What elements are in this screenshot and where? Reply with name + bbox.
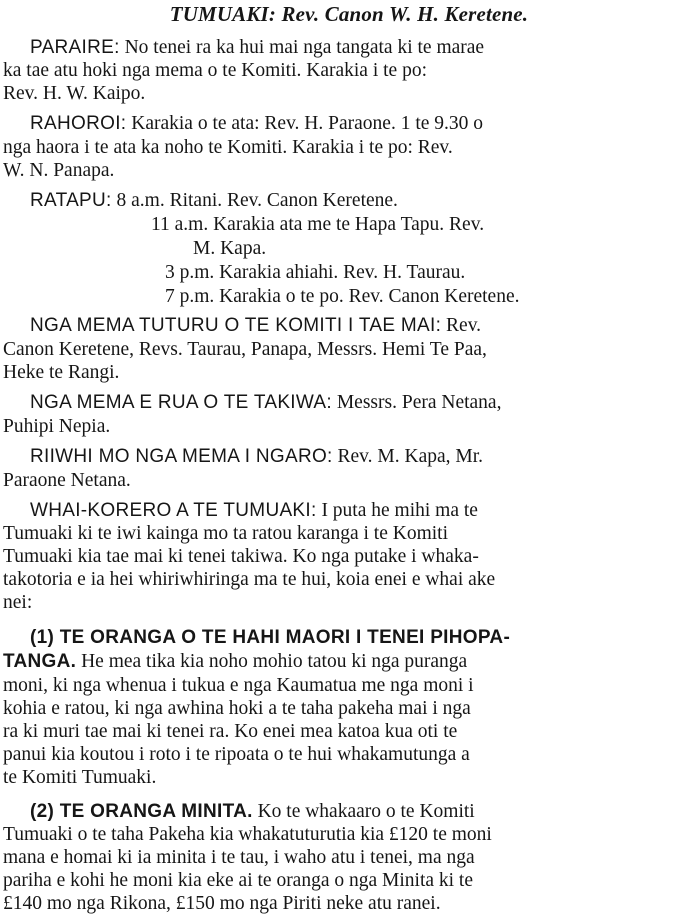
paraire-line-3: Rev. H. W. Kaipo. (3, 83, 146, 104)
tuturu-line-3: Heke te Rangi. (3, 362, 120, 383)
ratapu-line-3: M. Kapa. (193, 238, 267, 259)
takiwa-text-1: Messrs. Pera Netana, (331, 392, 502, 413)
whaikorero-line-3: Tumuaki kia tae mai ki tenei takiwa. Ko nga putake i whaka- (3, 546, 479, 567)
tuturu-text-1: Rev. (441, 315, 482, 336)
ratapu-text-1: 8 a.m. Ritani. Rev. Canon Keretene. (111, 190, 398, 211)
item1-line-5: ra ki muri tae mai ki tenei ra. Ko enei mea katoa kua oti te (3, 721, 458, 742)
rahoroi-text-1: Karakia o te ata: Rev. H. Paraone. 1 te 9.30 o (126, 113, 484, 134)
ratapu-line-5: 7 p.m. Karakia o te po. Rev. Canon Keretene. (165, 286, 520, 307)
item1-text-2: He mea tika kia noho mohio tatou ki nga puranga (76, 651, 468, 672)
item2-line-2: Tumuaki o te taha Pakeha kia whakatuturutia kia £120 te moni (3, 824, 492, 845)
item1-line-7: te Komiti Tumuaki. (3, 767, 157, 788)
riiwhi-line-1 (30, 445, 483, 468)
paraire-lead: PARAIRE: (30, 37, 120, 58)
rahoroi-line-3: W. N. Panapa. (3, 160, 115, 181)
riiwhi-line-2: Paraone Netana. (3, 470, 131, 491)
item2-line-1 (30, 800, 475, 823)
page-title: TUMUAKI: Rev. Canon W. H. Keretene. (169, 2, 529, 26)
whaikorero-line-4: takotoria e ia hei whiriwhiringa ma te hui, koia enei e whai ake (3, 569, 496, 590)
ratapu-line-2: 11 a.m. Karakia ata me te Hapa Tapu. Rev. (151, 214, 485, 235)
rahoroi-line-2: nga haora i te ata ka noho te Komiti. Karakia i te po: Rev. (3, 137, 453, 158)
riiwhi-text-1: Rev. M. Kapa, Mr. (332, 446, 484, 467)
takiwa-line-2: Puhipi Nepia. (3, 416, 111, 437)
tuturu-line-1 (30, 314, 481, 337)
item1-lead: (1) TE ORANGA O TE HAHI MAORI I TENEI PIHOPA- (30, 627, 511, 648)
item1-line-1 (30, 626, 510, 649)
item1-line-4: kohia e ratou, ki nga awhina hoki a te taha pakeha mai i nga (3, 698, 471, 719)
tuturu-lead: NGA MEMA TUTURU O TE KOMITI I TAE MAI: (30, 315, 442, 336)
item2-line-3: mana e homai ki ia minita i te tau, i waho atu i tenei, ma nga (3, 847, 475, 868)
rahoroi-line-1 (30, 112, 483, 135)
whaikorero-line-1 (30, 499, 478, 522)
item2-lead: (2) TE ORANGA MINITA. (30, 801, 253, 822)
whaikorero-lead: WHAI-KORERO A TE TUMUAKI: (30, 500, 317, 521)
paraire-line-1 (30, 36, 484, 59)
whaikorero-line-5: nei: (3, 592, 33, 613)
whaikorero-text-1: I puta he mihi ma te (316, 500, 478, 521)
tuturu-line-2: Canon Keretene, Revs. Taurau, Panapa, Messrs. Hemi Te Paa, (3, 339, 487, 360)
item1-lead-cont: TANGA. (3, 651, 77, 672)
ratapu-lead: RATAPU: (30, 190, 112, 211)
takiwa-line-1 (30, 391, 501, 414)
ratapu-line-1 (30, 189, 398, 212)
rahoroi-lead: RAHOROI: (30, 113, 127, 134)
paraire-line-2: ka tae atu hoki nga mema o te Komiti. Karakia i te po: (3, 60, 427, 81)
item1-line-3: moni, ki nga whenua i tukua e nga Kaumatua me nga moni i (3, 675, 474, 696)
riiwhi-lead: RIIWHI MO NGA MEMA I NGARO: (30, 446, 333, 467)
paraire-text-1: No tenei ra ka hui mai nga tangata ki te marae (119, 37, 485, 58)
takiwa-lead: NGA MEMA E RUA O TE TAKIWA: (30, 392, 332, 413)
item2-text-1: Ko te whakaaro o te Komiti (252, 801, 475, 822)
item1-line-6: panui kia koutou i roto i te ripoata o te hui whakamutunga a (3, 744, 470, 765)
item2-line-4: pariha e kohi he moni kia eke ai te oranga o nga Minita ki te (3, 870, 474, 891)
whaikorero-line-2: Tumuaki ki te iwi kainga mo ta ratou karanga i te Komiti (3, 523, 448, 544)
item2-line-5: £140 mo nga Rikona, £150 mo nga Piriti neke atu ranei. (3, 893, 441, 914)
ratapu-line-4: 3 p.m. Karakia ahiahi. Rev. H. Taurau. (165, 262, 466, 283)
item1-line-2 (3, 650, 467, 673)
